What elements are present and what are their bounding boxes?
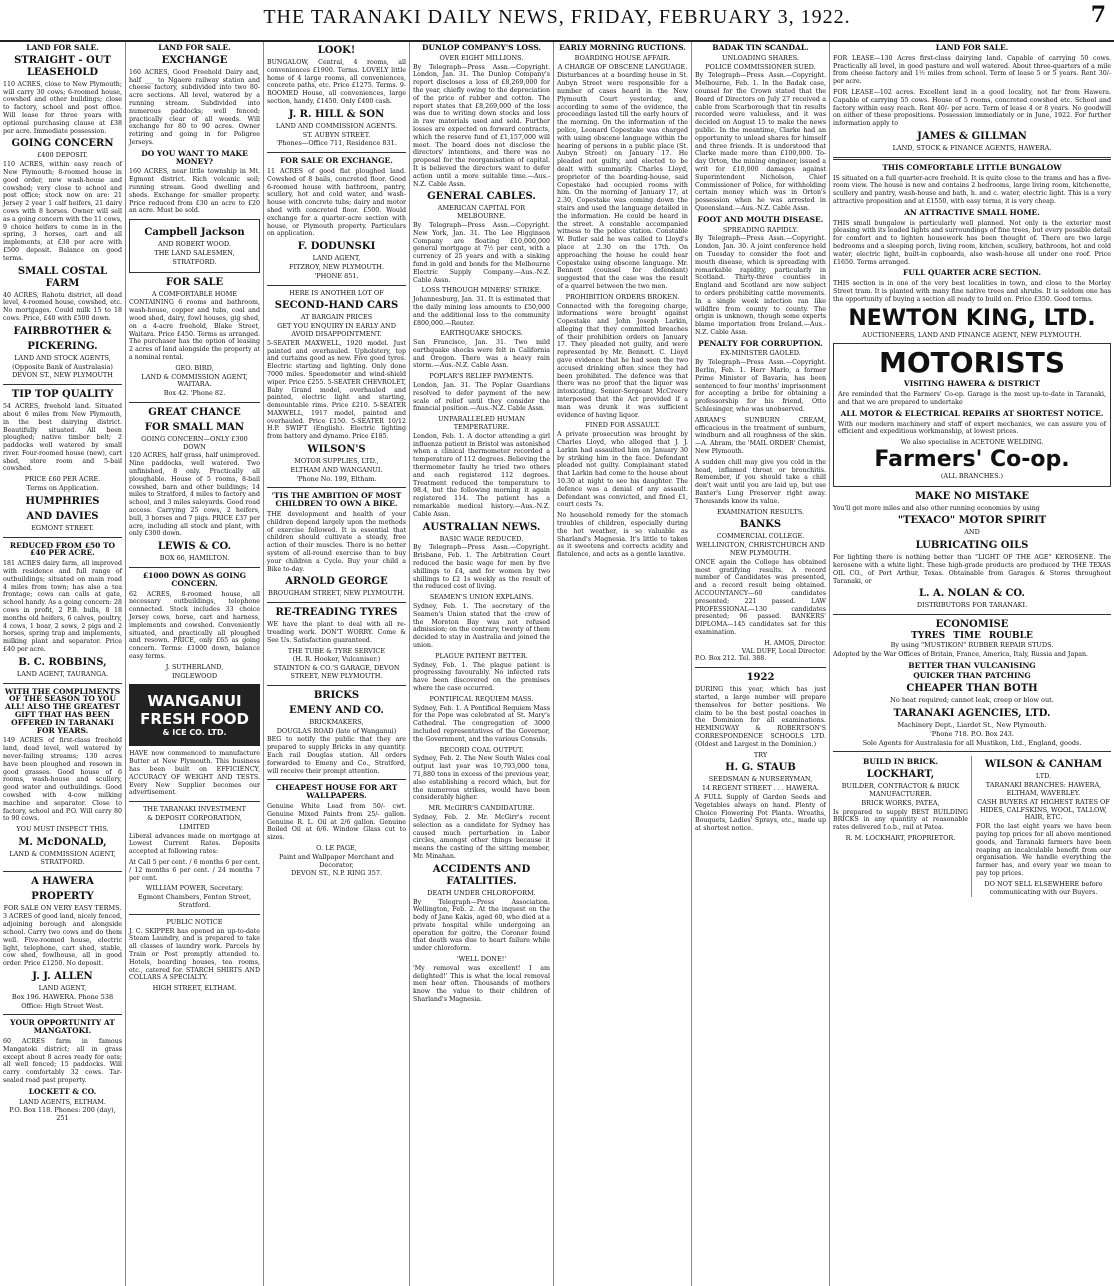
logo-text: & ICE CO. LTD. bbox=[162, 728, 227, 738]
ad-note: DO NOT SELL ELSEWHERE before communicating with our Buyers. bbox=[984, 879, 1103, 896]
firm-detail: (H. R. Hooker, Vulcaniser.) bbox=[292, 655, 381, 664]
ad-heading: STRAIGHT - OUT LEASEHOLD bbox=[14, 54, 111, 78]
article-subhead: UNLOADING SHARES. bbox=[722, 53, 799, 62]
firm-name: JAMES & GILLMAN bbox=[917, 130, 1027, 142]
firm-detail: AND ROBERT WOOD. bbox=[158, 240, 231, 249]
firm-detail: DOUGLAS ROAD (late of Wanganui) bbox=[276, 726, 397, 735]
column-4 bbox=[410, 42, 554, 1286]
ad-heading: BUILD IN BRICK. bbox=[863, 757, 938, 767]
agent-name: HUMPHRIES bbox=[25, 495, 100, 507]
agent-detail: P.O. Box 118. Phones: 200 (day), 251 bbox=[9, 1106, 116, 1123]
firm-detail: ELTHAM AND WANGANUI. bbox=[290, 465, 383, 474]
agent-name: FAIRBROTHER & bbox=[13, 325, 112, 337]
agent-detail: LAND AGENT, bbox=[312, 254, 361, 263]
ad-body: BEG to notify the public that they are prepared to supply Bricks in any quantity. Each rail Douglas station. All orders forwarded to Emeny and Co., Stratford, will receive their prompt attention. bbox=[267, 736, 406, 775]
article-headline: FOOT AND MOUTH DISEASE. bbox=[697, 214, 824, 224]
agent-detail: ST. AUBYN STREET. bbox=[302, 130, 371, 139]
firm-name: THE TARANAKI INVESTMENT bbox=[143, 805, 246, 814]
wanganui-fresh-food-logo bbox=[129, 684, 260, 746]
deposit-rates: At Call 5 per cent. / 6 months 6 per cent. / 12 months 6 per cent. / 24 months 7 per cent. bbox=[129, 858, 260, 882]
ad-heading: SMALL COSTAL FARM bbox=[17, 265, 108, 289]
agent-detail: BOX 66, HAMILTON. bbox=[159, 554, 230, 563]
ad-body: A FULL Supply of Garden Seeds and Vegetables always on hand. Plenty of Choice Flowering Pot Plants. Wreaths, Bouquets, Ladies' Sprays, etc., made up at shortest notice. bbox=[695, 793, 826, 833]
agent-detail: HIGH STREET, ELTHAM. bbox=[152, 984, 237, 993]
ad-highlight: ALL MOTOR & ELECTRICAL REPAIRS AT SHORTEST NOTICE. bbox=[840, 408, 1104, 418]
agent-detail: FITZROY, NEW PLYMOUTH. bbox=[288, 262, 384, 271]
ad-body: 60 ACRES farm in famous Mangatoki district; all in grass except about 8 acres ready for oats; all well fenced; 15 paddocks. Will carry comfortably 32 cows. Tar-sealed road past property. bbox=[3, 1037, 122, 1084]
wilson-canham-ad bbox=[976, 756, 1111, 897]
ad-heading: YOUR OPPORTUNITY AT MANGATOKI. bbox=[10, 1018, 115, 1036]
article-body: Sydney, Feb. 2. Mr. McGirr's recent selection as a candidate for Sydney has caused much perturbation in Labor circles, amongst other things because it means the casting of the sitting member, Mr. Minahan. bbox=[413, 813, 550, 860]
motorists-ad bbox=[833, 343, 1111, 486]
article-body: 'My removal was excellent! I am delighted!' This is what the local removal men hear often. Thousands of mothers know the value to their children of Sharland's Magnesia. bbox=[413, 964, 550, 1004]
article-body: By Telegraph—Press Assn.—Copyright. Brisbane, Feb. 1. The Arbitration Court reduced the basic wage for men by five shillings to £4, and for women by two shillings to £2 1s weekly as the result of the reduced cost of living. bbox=[413, 544, 550, 591]
ad-note: YOU MUST INSPECT THIS. bbox=[16, 825, 109, 834]
firm-name: COMMERCIAL COLLEGE. bbox=[716, 532, 805, 541]
firm-detail: DEVON ST., N.P. RING 357. bbox=[290, 869, 383, 878]
article-headline: FINED FOR ASSAULT. bbox=[585, 421, 660, 430]
article-body: A private prosecution was brought by Charles Lloyd, who alleged that J. J. Larkin had assaulted him on January 30 by striking him in the face. Defendant pleaded not guilty. Complainant stated that Larkin had come to the house about 10.30 at night to see his daughter. The defence was a denial of any assault. Defendant was convicted, and fined £1, court costs 7s. bbox=[557, 431, 688, 509]
article-body: Johannesburg, Jan. 31. It is estimated that the daily mining loss amounts to £50,000 and the additional loss to the community £800,000.—Reuter. bbox=[413, 296, 550, 327]
article-subhead: OVER EIGHT MILLIONS. bbox=[439, 53, 524, 62]
firm-name: WILSON & CANHAM bbox=[984, 759, 1103, 771]
firm-detail: CASH BUYERS AT HIGHEST RATES OF HIDES, CALFSKINS, WOOL, TALLOW, HAIR, ETC. bbox=[977, 797, 1110, 822]
article-headline: EXAMINATION RESULTS. bbox=[716, 507, 805, 516]
ad-word: TIME bbox=[953, 631, 981, 642]
article-body: London, Jan. 31. The Poplar Guardians resolved to defer payment of the new scale of relief until they consider the financial position.—Aus.-N.Z. Cable Assn. bbox=[413, 382, 550, 413]
article-headline: PENALTY FOR CORRUPTION. bbox=[698, 338, 823, 348]
ad-lead: HERE IS ANOTHER LOT OF bbox=[289, 288, 384, 297]
firm-detail: Sole Agents for Australasia for all Mustikon, Ltd., England, goods. bbox=[862, 738, 1082, 747]
column-1 bbox=[0, 42, 126, 1286]
ad-body: BUNGALOW, Central, 4 rooms, all conveniences £1900. Terms. LOVELY little home of 4 large rooms, all conveniences, concrete paths, etc. Price £1275. Terms. 9-ROOMED House, all conveniences, large section, handy, £1450. Only £400 cash. bbox=[267, 59, 406, 105]
article-body: No household remedy for the stomach troubles of children, especially during the hot weather, is so valuable as Sharland's Magnesia. It's little to taken as it sweetens and corrects acidity and flatulence, and acts as a gentle laxative. bbox=[557, 512, 688, 559]
article-headline: PLAGUE PATIENT BETTER. bbox=[435, 651, 528, 660]
article-headline: UNPARALLELED HUMAN TEMPERATURE. bbox=[437, 415, 526, 432]
article-headline: POPLAR'S RELIEF PAYMENTS. bbox=[429, 372, 534, 381]
signature: VAL DUFF, Local Director. bbox=[741, 647, 826, 655]
ad-highlight: CHEAPER THAN BOTH bbox=[906, 683, 1038, 695]
campbell-jackson-ad bbox=[129, 219, 260, 272]
firm-name: L. A. NOLAN & CO. bbox=[918, 588, 1026, 600]
ad-heading: EXCHANGE bbox=[161, 54, 228, 66]
ad-subheading: A COMFORTABLE HOME bbox=[151, 289, 238, 298]
agent-detail: 'PHONE 851. bbox=[314, 271, 359, 280]
ad-note: AND bbox=[964, 528, 980, 537]
article-subhead: BOARDING HOUSE AFFAIR. bbox=[574, 53, 671, 62]
logo-text: WANGANUI bbox=[147, 692, 242, 711]
agent-name: GEO. BIRD, bbox=[175, 363, 214, 372]
article-body: By Telegraph—Press Assn.—Copyright. Berlin, Feb. 1. Herr Marlo, a former Prime Minister of Bavaria, has been sentenced to four months' imprisonment for accepting a bribe for obtaining a professorship for his friend, Otto Schlesinger, who was unobserved. bbox=[695, 359, 826, 414]
firm-detail: WELLINGTON, CHRISTCHURCH AND NEW PLYMOUTH. bbox=[696, 541, 825, 558]
firm-detail: THE LAND SALESMEN, bbox=[154, 248, 235, 257]
agent-name: WILLIAM POWER, Secretary. bbox=[145, 884, 244, 893]
ad-body: Liberal advances made on mortgage at Lowest Current Rates. Deposits accepted at following rates: bbox=[129, 832, 260, 856]
agent-name: J. SUTHERLAND, bbox=[165, 662, 224, 671]
firm-detail: LTD. bbox=[1035, 772, 1052, 781]
article-body: Connected with the foregoing charge, informations were brought against Copestake and John Joseph Larkin, alleging that they committed breaches of their prohibition orders on January 17. They pleaded not guilty, and were represented by Mr. Bennett. C. Lloyd gave evidence that he had seen the two accused drinking often since they had been prohibited. The defence was that there was no proof that the liquor was intoxicating. Senior-Sergeant McCreery interposed that the Act provided if a man was drunk it was sufficient evidence of having liquor. bbox=[557, 302, 688, 419]
ad-body: THIS small bungalow is particularly well planned. Not only is the exterior most pleasing with its leaded lights and surroundings of fine trees, but every possible detail for comfort and to lighten housework has been thought of. There are two large bedrooms and a sleeping porch, living room, kitchen, scullery, bathroom, hot and cold water, electric light, built-in cupboards, also wash-house all under one roof. Price £1650. Terms arranged. bbox=[833, 219, 1111, 266]
brand-name: "TEXACO" MOTOR SPIRIT bbox=[897, 515, 1047, 527]
page-number: 7 bbox=[1090, 2, 1106, 28]
firm-detail: 'Phone 718. P.O. Box 243. bbox=[930, 729, 1014, 738]
firm-name: & DEPOSIT CORPORATION, bbox=[147, 813, 242, 822]
agent-name: J. J. ALLEN bbox=[32, 970, 93, 982]
article-headline: 'WELL DONE!' bbox=[456, 955, 507, 964]
ad-body: 110 ACRES, within easy reach of New Plymouth; 8-roomed house in good order, new wash-house and cowshed; very close to school and post office; stock now on are: 21 Jersey 2 year 1 calf heifers, 21 dairy cows with 8 horses. Owner will sell as a going concern with the 11 cows, 9 choice heifers to come in in the spring, 3 horses, cart and all implements, at £38 per acre with £500 deposit. Balance on good terms. bbox=[3, 161, 122, 262]
firm-detail: SEEDSMAN & NURSERYMAN, bbox=[708, 775, 813, 784]
ad-heading: 'TIS THE AMBITION OF MOST CHILDREN TO OWN A BIKE. bbox=[271, 491, 402, 509]
firm-name: BANKS bbox=[739, 519, 782, 531]
ad-body: FOR LEASE—102 acres. Excellent land in a good locality, not far from Hawera. Capable of carrying 55 cows. House of 5 rooms, concreted cowshed etc. School and factory within easy reach. Rent 40/- per acre. Term of lease 4 or 8 years. No goodwill on either of these propositions. Possession immediately or in June, 1922. For further information apply to bbox=[833, 88, 1111, 128]
agent-detail: LAND AND STOCK AGENTS, bbox=[14, 353, 111, 362]
firm-detail: BRICKMAKERS, bbox=[309, 717, 364, 726]
ad-body: 149 ACRES of first-class freehold land, dead level, well watered by never-failing streams; 130 acres have been ploughed and resown in good grasses. Good house of 6 rooms, wash-house and scullery, good water and outbuildings. Good cowshed with 4-cow milking machine and separator. Close to factory, school and P.O. Will carry 80 to 90 cows. bbox=[3, 737, 122, 823]
ad-body: You'll get more miles and also other running economies by using bbox=[833, 504, 1040, 512]
agent-name: AND DAVIES bbox=[26, 510, 99, 522]
box-number: P.O. Box 212. Tel. 388. bbox=[695, 655, 767, 663]
article-headline: PONTIFICAL REQUIEM MASS. bbox=[429, 694, 534, 703]
article-headline: MR. McGIRR'S CANDIDATURE. bbox=[428, 804, 535, 813]
article-subhead: A CHARGE OF OBSCENE LANGUAGE. bbox=[557, 62, 688, 71]
article-headline: BASIC WAGE REDUCED. bbox=[439, 534, 524, 543]
newspaper-title: THE TARANAKI DAILY NEWS, FRIDAY, FEBRUARY 3, 1922. bbox=[263, 6, 851, 28]
article-headline: EARLY MORNING RUCTIONS. bbox=[559, 43, 686, 52]
article-subhead: EX-MINISTER GAOLED. bbox=[720, 349, 801, 358]
logo-text: FRESH FOOD bbox=[140, 710, 249, 729]
ad-highlight: BETTER THAN VULCANISING bbox=[908, 660, 1036, 670]
ad-subheading: AT BARGAIN PRICES bbox=[300, 313, 373, 322]
firm-detail: Paint and Wallpaper Merchant and Decorator, bbox=[279, 852, 394, 869]
agent-detail: EGMONT STREET. bbox=[31, 523, 94, 532]
masthead bbox=[0, 0, 1114, 42]
ad-price: £400 DEPOSIT. bbox=[37, 151, 88, 160]
ad-heading: TIP TOP QUALITY bbox=[11, 389, 114, 401]
ad-subheading: GET YOU ENQUIRY IN EARLY AND AVOID DISAPPOINTMENT. bbox=[277, 322, 396, 338]
ad-heading: BRICKS bbox=[313, 689, 360, 701]
firm-detail: BUILDER, CONTRACTOR & BRICK MANUFACTURER. bbox=[841, 782, 960, 799]
agent-name: LOCKETT & CO. bbox=[28, 1086, 97, 1096]
ad-heading: LOOK! bbox=[317, 45, 356, 56]
article-body: Sydney, Feb. 1. The plague patient is progressing favourably. No infected rats have been discovered on the premises where the case occurred. bbox=[413, 661, 550, 692]
ad-body: FOR LEASE—130 Acres first-class dairying land. Capable of carrying 50 cows. Practically all level, in good pasture and well watered. About three-quarters of a mile from cheese factory and 1½ miles from school. Term of lease 5 or 5 years. Rent 30/- per acre. bbox=[833, 54, 1111, 86]
firm-name: O. LE PAGE, bbox=[316, 843, 357, 852]
column-2 bbox=[126, 42, 264, 1286]
article-body: By Telegraph—Press Assn.—Copyright. London, Jan. 31. The Dunlop Company's report discloses a loss of £8,269,000 for the year, chiefly owing to the depreciation of the price of rubber and cotton. The report states that £8,269,000 of the loss was due to writing down stocks and loss in raw materials used and sold. Further losses are expected on forward contracts, which the reserve fund of £1,157,000 will meet. The board does not disclose the directors' intentions, and there was no proposal for the reorganisation of capital. It is believed the directors want to defer action until a more suitable time.—Aus.-N.Z. Cable Assn. bbox=[413, 63, 550, 188]
column-3 bbox=[264, 42, 410, 1286]
agent-detail: LAND & COMMISSION AGENT, WAITARA. bbox=[141, 372, 248, 389]
ad-heading: AN ATTRACTIVE SMALL HOME. bbox=[904, 207, 1040, 217]
ad-heading: ECONOMISE bbox=[935, 619, 1009, 631]
agent-detail: (Opposite Bank of Australasia) bbox=[12, 362, 113, 371]
ad-body: With our modern machinery and staff of expert mechanics, we can assure you of efficient and expeditious workmanship, at lowest prices. bbox=[838, 420, 1106, 436]
ad-body: 120 ACRES, half grass, half unimproved. Nine paddocks, well watered. Two unfinished, 8 only. Practically all ploughable. House of 5 rooms, 8-bail cowshed, barn and other buildings; 14 miles to Stratford, 4 miles to factory and school, and 3 miles saleyards. Good road access. Carrying 25 cows, 2 heifers, bull, 3 horses and 7 pigs. PRICE £37 per acre, including all stock and plant, with only £300 down. bbox=[129, 452, 260, 538]
ad-lead: TRY bbox=[753, 750, 768, 759]
ad-note: We also specialise in ACETONE WELDING. bbox=[900, 438, 1044, 447]
firm-detail: TARANAKI BRANCHES: HAWERA, ELTHAM, WAVERLEY. bbox=[985, 781, 1102, 798]
firm-name: Farmers' Co-op. bbox=[874, 446, 1070, 472]
agent-detail: LAND AND COMMISSION AGENTS. bbox=[275, 121, 398, 130]
agent-detail: LAND AGENT, TAURANGA. bbox=[16, 669, 109, 678]
article-body: Sydney, Feb. 2. The New South Wales coal output last year was 10,793,000 tons, 71,880 tons in excess of the previous year, also establishing a record which, but for the numerous strikes, would have been considerably higher. bbox=[413, 755, 550, 802]
firm-detail: (ALL BRANCHES.) bbox=[940, 471, 1004, 480]
article-body: By Telegraph—Press Assn.—Copyright. New York, Jan. 31. The Lee Higginson Company are floating £10,000,000 general mortgage at 7½ per cent, with a currency of 25 years and with a sinking fund in gold and bonds for the Melbourne Electric Supply Company.—Aus.-N.Z. Cable Assn. bbox=[413, 221, 550, 284]
ad-heading: MOTORISTS bbox=[879, 346, 1065, 380]
article-body: London, Feb. 1. A doctor attending a girl influenza patient in Bristol was astonished when a clinical thermometer recorded a temperature of 112 degrees. Believing the thermometer faulty he tried two others and each registered 112 degrees. Treatment reduced the temperature to 98.4, but the following morning it again registered 114. The patient has a remarkable medical history.—Aus.-N.Z. Cable Assn. bbox=[413, 432, 550, 518]
firm-detail: 14 REGENT STREET . . . HAWERA. bbox=[701, 784, 820, 793]
section-heading: LAND FOR SALE. bbox=[26, 43, 99, 52]
ad-body: 54 ACRES, freehold land. Situated about 6 miles from New Plymouth, in the best dairying district. Beautifully situated. All been ploughed; native timber belt; 2 paddocks well watered by small river. Four-roomed house (new), cart shed, store room and 5-bail cowshed. bbox=[3, 403, 122, 473]
ad-heading: GOING CONCERN bbox=[11, 138, 114, 150]
ad-heading: FULL QUARTER ACRE SECTION. bbox=[903, 268, 1041, 278]
firm-name: THE TUBE & TYRE SERVICE bbox=[287, 646, 386, 655]
ad-heading: MAKE NO MISTAKE bbox=[915, 490, 1029, 502]
article-body: Sydney, Feb. 1. A Pontifical Requiem Mass for the Pope was celebrated at St. Mary's Cathedral. The congregation of 3000 included representatives of the Governor, the Government, and the various Consuls. bbox=[413, 704, 550, 743]
ad-heading: 1922 bbox=[746, 672, 775, 684]
signature: R. M. LOCKHART, PROPRIETOR. bbox=[845, 834, 956, 843]
ad-subheading: FOR SALE ON VERY EASY TERMS. bbox=[3, 903, 122, 912]
article-body: Disturbances at a boarding house in St. Aubyn Street were responsible for a number of cases heard in the New Plymouth Court yesterday, and, according to some of the evidence, the proceedings lasted till the early hours of the morning. On the information of the police, Leonard Copestake was charged with using obscene language within the hearing of persons in a public place (St. Aubyn Street) on January 17. He pleaded not guilty, and elected to be dealt with summarily. Charles Lloyd, proprietor of the boarding-house, said Copestake had occupied rooms with him. On the morning of January 17, at 2.30, Copestake was coming down the stairs and used the language detailed in the information. He could be heard in the street. A constable accompanied witness to the police station. Constable W. Butler said he was called to Lloyd's place at 2.30 on the 17th. On approaching the house he could hear Copestake using obscene language. Mr. Bennett (counsel for defendant) suggested that the case was the result of a quarrel between the two men. bbox=[557, 72, 688, 290]
article-body: By Telegraph—Press Assn.—Copyright. Melbourne, Feb. 1. In the Badak case, counsel for the Crown stated that the Board of Directors on July 27 received a cable from Scarborough that tin results recorded were valueless, and it was decided on August 15 to make the news public. In the meantime, Clarke had an opportunity to unload shares for himself and three friends. It is understood that Clarke made more than £100,000. To-day Orton, the mining engineer, issued a writ for £10,000 damages against Superintendent Nicholson, Chief Commissioner of Police, for withholding certain money which was in Orton's possession when he was arrested in Queensland.—Aus.-N.Z. Cable Assn. bbox=[695, 72, 826, 212]
ad-terms: Terms on Application. bbox=[26, 484, 99, 493]
article-headline: BADAK TIN SCANDAL. bbox=[712, 43, 809, 52]
ad-body: 3 ACRES of good land, nicely fenced, adjoining borough and alongside school. Carry two cows and do them well. Five-roomed house, electric light, telephone, cart shed, stable, cow shed, fowlhouse, all in good order. Price £1250. No deposit. bbox=[3, 913, 122, 968]
ad-heading: FOR SMALL MAN bbox=[144, 421, 245, 433]
agent-detail: LAND AGENT, bbox=[38, 983, 87, 992]
ad-body: Is prepared to supply BEST BUILDING BRICKS in any quantity at reasonable rates delivered f.o.b., rail at Patea. bbox=[833, 808, 968, 832]
ad-body: 62 ACRES, 8-roomed house, all necessary outbuildings, telephone connected. Stock includes 33 choice Jersey cows, horse, cart and harness, implements and cowshed. Conveniently situated, and practically all ploughed and resown. PRICE, only £65 as going concern. Terms: £1000 down, balance easy terms. bbox=[129, 590, 260, 661]
section-heading: ACCIDENTS AND FATALITIES. bbox=[432, 863, 531, 887]
ad-body: HAVE now commenced to manufacture Butter at New Plymouth. This business has been built on EFFICIENCY, ACCURACY OF WEIGHT AND TESTS. Every New Supplier becomes our advertisement. bbox=[129, 750, 260, 797]
ad-price: PRICE £60 PER ACRE. bbox=[24, 475, 101, 484]
ad-note: No heat required; cannot leak, creep or blow out. bbox=[890, 696, 1054, 705]
article-headline: PROHIBITION ORDERS BROKEN. bbox=[565, 292, 680, 301]
ad-body: J. C. SKIPPER has opened an up-to-date Steam Laundry, and is prepared to take all classes of laundry work. Parcels by Train or Post promptly attended to. Hotels, boarding houses, tea rooms, etc., catered for. STARCH SHIRTS AND COLLARS A SPECIALTY. bbox=[129, 927, 260, 982]
article-subhead: POLICE COMMISSIONER SUED. bbox=[705, 62, 816, 71]
agent-name: LEWIS & CO. bbox=[157, 541, 232, 553]
agent-detail: 'Phones—Office 711, Residence 831. bbox=[276, 139, 397, 148]
agent-name: F. DODUNSKI bbox=[297, 241, 376, 253]
article-body: By Telegraph—Press Assn.—Copyright. London, Jan. 30. A joint conference held on Tuesday to consider the foot and mouth disease, which is spreading with remarkable rapidity, particularly in Scotland. Thirty-three counties in England and Scotland are now subject to orders prohibiting cattle movements. In a single week infection ran like wildfire from county to county. The origin is unknown, though some experts blame importation from Ireland.—Aus.-N.Z. Cable Assn. bbox=[695, 235, 826, 336]
ad-heading: THIS COMFORTABLE LITTLE BUNGALOW bbox=[882, 162, 1062, 172]
firm-name: WILSON'S bbox=[307, 444, 366, 456]
agent-name: PICKERING. bbox=[27, 340, 98, 352]
ad-body: IS situated on a full quarter-acre freehold. It is quite close to the trams and has a five-room view. The house is new and contains 2 bedrooms, large living room, kitchenette, scullery and pantry, wash-house and bath, h. and c. water, electric light. This is a very attractive proposition and at £1550, with easy terms, it is very cheap. bbox=[833, 174, 1111, 205]
agent-detail: INGLEWOOD bbox=[171, 671, 218, 680]
agent-detail: LAND AGENTS, ELTHAM. bbox=[19, 1097, 106, 1106]
ad-word: TYRES bbox=[911, 631, 946, 642]
firm-name: ARNOLD GEORGE bbox=[285, 576, 388, 588]
ad-heading: A HAWERA bbox=[31, 875, 94, 887]
article-headline: DUNLOP COMPANY'S LOSS. bbox=[421, 43, 542, 52]
agent-detail: LAND & COMMISSION AGENT, STRATFORD. bbox=[9, 849, 116, 866]
ad-highlight: QUICKER THAN PATCHING bbox=[913, 671, 1031, 681]
firm-name: H. G. STAUB bbox=[725, 762, 796, 774]
ad-body: ONCE again the College has obtained most gratifying results. A record number of Candidates was presented, and a record result being obtained. ACCOUNTANCY—60 candidates presented; 221 passed. LAW PROFESSIONAL—130 candidates presented; 96 passed. BANKERS' DIPLOMA—145 candidates sat for this examination. bbox=[695, 558, 826, 636]
firm-name: NEWTON KING, LTD. bbox=[848, 305, 1096, 331]
firm-detail: 'Phone No. 199, Eltham. bbox=[296, 474, 377, 483]
section-heading: LAND FOR SALE. bbox=[158, 43, 231, 52]
ad-body: 160 ACRES, near little township in Mt. Egmont district. Rich volcanic soil; running stream. Good dwelling and sheds. Exchange for smaller property. Price reduced from £30 an acre to £20 an acre. Must be sold. bbox=[129, 168, 260, 215]
ad-body: 11 ACRES of good flat ploughed land. Cowshed of 8 bails, concreted floor. Good 6-roomed house with bathroom, pantry, scullery, hot and cold water, and wash-house with concrete tubs; dairy and motor shed with concreted floor. £500. Would exchange for a quarter-acre section with house, or Plymouth property. Particulars on application. bbox=[267, 167, 406, 238]
agent-detail: Egmont Chambers, Fenton Street, Stratford. bbox=[137, 893, 252, 909]
agent-detail: DEVON ST., NEW PLYMOUTH bbox=[12, 371, 113, 380]
ad-subheading: By using "MUSTIKON" RUBBER REPAIR STUDS. bbox=[890, 641, 1054, 650]
ad-body: WE have the plant to deal with all re-treading work. DON'T WORRY. Come & See Us. Satisfaction guaranteed. bbox=[267, 621, 406, 644]
ad-body: DURING this year, which has just started, a large number will prepare themselves for better positions. We claim to be the best postal coaches in the Dominion for all examinations. HEMINGWAY & ROBERTSON'S CORRESPONDENCE SCHOOLS LTD. (Oldest and Largest in the Dominion.) bbox=[695, 686, 826, 748]
agent-name: J. R. HILL & SON bbox=[288, 108, 385, 120]
article-body: By Telegraph—Press Association. Wellington, Feb. 2. At the inquest on the body of Jane Kakis, aged 60, who died at a private hospital while undergoing an operation for goitre, the Coroner found that death was due to heart failure while under chloroform. bbox=[413, 898, 550, 953]
ad-subheading: GOING CONCERN—ONLY £300 DOWN bbox=[141, 434, 248, 451]
ad-body: For lighting there is nothing better than "LIGHT OF THE AGE" KEROSENE. The kerosene with a white light. These high-grade products are produced by THE TEXAS OIL CO., of Port Arthur, Texas. Obtainable from Garages & Stores throughout Taranaki, or bbox=[833, 554, 1111, 585]
firm-detail: DISTRIBUTORS FOR TARANAKI. bbox=[916, 601, 1028, 610]
ad-heading: GREAT CHANCE bbox=[148, 406, 241, 418]
ad-heading: REDUCED FROM £50 TO £40 PER ACRE. bbox=[9, 540, 116, 558]
ad-body: Adopted by the War Offices of Britain, France, America, Italy, Russia and Japan. bbox=[833, 650, 1089, 658]
section-heading: GENERAL CABLES. bbox=[427, 191, 536, 203]
agent-name: M. McDONALD, bbox=[18, 836, 107, 848]
ad-heading: PROPERTY bbox=[31, 890, 94, 902]
agent-detail: Box 196. HAWERA. Phone 538 bbox=[11, 992, 114, 1001]
ad-body: FOR the last eight years we have been paying top prices for all above mentioned goods, and Taranaki farmers have been reaping an incalculable benefit from our organisation. We handle everything the farmer has, and every year we mean to pay top prices. bbox=[976, 823, 1111, 877]
ad-heading: FOR SALE OR EXCHANGE. bbox=[280, 156, 393, 166]
article-body: San Francisco, Jan. 31. Two mild earthquake shocks were felt in California and Oregon. There was a heavy rain storm.—Aus.-N.Z. Cable Assn. bbox=[413, 339, 550, 370]
lockhart-ad bbox=[833, 756, 972, 897]
ad-heading: RE-TREADING TYRES bbox=[275, 607, 398, 619]
ad-body: 181 ACRES dairy farm, all improved with residence and full range of outbuildings; situated on main road 4 miles from town; has also a tea frontage; cows can calls at gate, school handy. As a going concern: 28 cows in profit, 2 P.B. bulls, 8 18 months old heifers, 6 calves, poultry, 4 cows, 1 boar, 2 sows, 2 pigs and 2 horses, spring trap and implements, milking plant and separator. Price £40 per acre. bbox=[3, 560, 122, 654]
article-body: Sydney, Feb. 1. The secretary of the Seamen's Union stated that the crew of the Moreton Bay was not refused admission; on the contrary, twenty of them decided to stay in Australia and joined the union. bbox=[413, 603, 550, 649]
firm-name: LOCKHART, bbox=[866, 769, 935, 781]
ad-body: 40 ACRES, Rahotu district, all dead level, 4-roomed house, cowshed, etc. No mortgages. Could milk 15 to 18 cows. Price, £40 with £500 down. bbox=[3, 291, 122, 322]
article-headline: DEATH UNDER CHLOROFORM. bbox=[427, 888, 536, 897]
column-6 bbox=[692, 42, 830, 1286]
ad-heading: PUBLIC NOTICE bbox=[166, 917, 223, 926]
article-headline: AMERICAN CAPITAL FOR MELBOURNE. bbox=[437, 204, 526, 221]
firm-name: LIMITED bbox=[179, 822, 210, 831]
section-heading: LAND FOR SALE. bbox=[935, 43, 1009, 52]
ad-body: 110 ACRES, close to New Plymouth; will carry 30 cows; 6-roomed house, cowshed and other buildings; close to factory, school and post office. Will lease for three years with optional purchasing clause at £38 per acre. Immediate possession. bbox=[3, 80, 122, 135]
agent-detail: Office: High Street West. bbox=[21, 1001, 104, 1010]
ad-body: A sudden chill may give you cold in the head, inflamed throat or bronchitis. Remember, if you should take a chill don't wait until you are laid up, but use Baxter's Lung Preserver right away. Thousands know its value. bbox=[695, 458, 826, 505]
ad-word: ROUBLE bbox=[988, 631, 1033, 642]
ad-heading: FOR SALE bbox=[165, 276, 224, 288]
firm-detail: STRATFORD. bbox=[172, 257, 217, 266]
ad-heading: WITH THE COMPLIMENTS OF THE SEASON TO YOU ALL! ALSO THE GREATEST GIFT THAT HAS BEEN OFFERED IN TARANAKI FOR YEARS. bbox=[4, 686, 121, 735]
ad-body: Are reminded that the Farmers' Co-op. Garage is the most up-to-date in Taranaki, and that we are prepared to undertake bbox=[838, 391, 1106, 406]
ad-body: THIS section is in one of the very best localities in town, and close to the Morley Street tram. It is planted with many fine native trees and shrubs. It is seldom one has the opportunity of buying a section all ready to build on. Price £350. Good terms. bbox=[833, 280, 1111, 303]
article-headline: EARTHQUAKE SHOCKS. bbox=[440, 329, 523, 338]
agent-name: B. C. ROBBINS, bbox=[18, 656, 107, 668]
ad-body: 160 ACRES, Good Freehold Dairy and, half ___ to Ngaere railway station and cheese factory, subdivided into two 80-acre sections. All level, watered by a running stream. Subdivided into numerous paddocks; well fenced; practically clear of all weeds. Will exchange for 80 to 90 acres. Owner retiring and going in for Poligree Jerseys. bbox=[129, 68, 260, 146]
ad-body: Genuine White Lead from 50/- cwt. Genuine Mixed Paints from 25/- gallon. Genuine R. L. Oil at 2/6 gallon. Genuine Boiled Oil at 6/6. Window Glass cut to sizes. bbox=[267, 802, 406, 842]
firm-detail: BROUGHAM STREET, NEW PLYMOUTH. bbox=[268, 589, 405, 598]
ad-heading: CHEAPEST HOUSE FOR ART WALLPAPERS. bbox=[275, 783, 398, 801]
ad-body: THE development and health of your children depend largely upon the methods of exercise followed. It is essential that children should cultivate a steady, free action of their muscles. There is no better system of all-round exercise than to buy your children a Cycle. Buy your child a Bike to-day. bbox=[267, 511, 406, 573]
column-5 bbox=[554, 42, 692, 1286]
ad-body: ABRAM'S SUNBURN CREAM, efficacious in the treatment of sunburn, windburn and all roughness of the skin.—A. Abram, the 'MAIL ORDER' Chemist, New Plymouth. bbox=[695, 416, 826, 456]
firm-detail: Machinery Dept., Liardet St., New Plymouth. bbox=[897, 721, 1047, 730]
ad-heading: DO YOU WANT TO MAKE MONEY? bbox=[141, 148, 248, 166]
article-headline: RECORD COAL OUTPUT. bbox=[439, 745, 524, 754]
ad-body: 5-SEATER MAXWELL, 1920 model. Just painted and overhauled. Upholstery, top and curtains good as new. Five good tyres. Electric starting and lighting. Only done 7000 miles. Speedometer and wind-shield wiper. Price £255. 5-SEATER CHEVROLET, Baby Grand model, overhauled and painted, electric light and starting, demountable rims. Price £210. 5-SEATER MAXWELL, 1917 model, painted and overhauled. Price £150. 5-SEATER 10/12 H.P. SWIFT (English). Electric lighting from battery and dynamo. Price £185. bbox=[267, 339, 406, 441]
ad-heading: £1000 DOWN AS GOING CONCERN. bbox=[142, 571, 247, 588]
ad-heading: SECOND-HAND CARS bbox=[274, 300, 399, 312]
brand-name: LUBRICATING OILS bbox=[915, 540, 1029, 552]
agent-detail: Box 42. 'Phone 82. bbox=[163, 389, 226, 398]
firm-name: TARANAKI AGENCIES, LTD. bbox=[893, 708, 1051, 720]
firm-name: Campbell Jackson bbox=[144, 227, 245, 239]
firm-detail: LAND, STOCK & FINANCE AGENTS, HAWERA. bbox=[892, 143, 1052, 152]
column-7 bbox=[830, 42, 1114, 1286]
firm-detail: MOTOR SUPPLIES, LTD., bbox=[294, 457, 379, 466]
firm-detail: STAINTON & CO.'S GARAGE, DEVON STREET, NEW PLYMOUTH. bbox=[273, 664, 400, 681]
firm-name: EMENY AND CO. bbox=[289, 704, 384, 716]
article-headline: LOSS THROUGH MINERS' STRIKE. bbox=[421, 286, 542, 295]
ad-subheading: VISITING HAWERA & DISTRICT bbox=[903, 379, 1041, 389]
ad-body: CONTAINING 6 rooms and bathroom, wash-house, copper and tubs, coal and wood shed, dairy, fowl houses, gig shed, on a 4-acre freehold, Blake Street, Waitara. Price £450. Terms as arranged. The purchaser has the option of leasing 2 acres of land alongside the property at a nominal rental. bbox=[129, 299, 260, 361]
signature: H. AMOS, Director. bbox=[764, 639, 826, 647]
article-subhead: SPREADING RAPIDLY. bbox=[722, 225, 799, 234]
article-headline: SEAMEN'S UNION EXPLAINS. bbox=[429, 593, 534, 602]
section-heading: AUSTRALIAN NEWS. bbox=[422, 521, 541, 533]
firm-detail: BRICK WORKS, PATEA, bbox=[861, 798, 940, 807]
firm-detail: AUCTIONEERS, LAND AND FINANCE AGENT, NEW PLYMOUTH. bbox=[862, 330, 1082, 339]
